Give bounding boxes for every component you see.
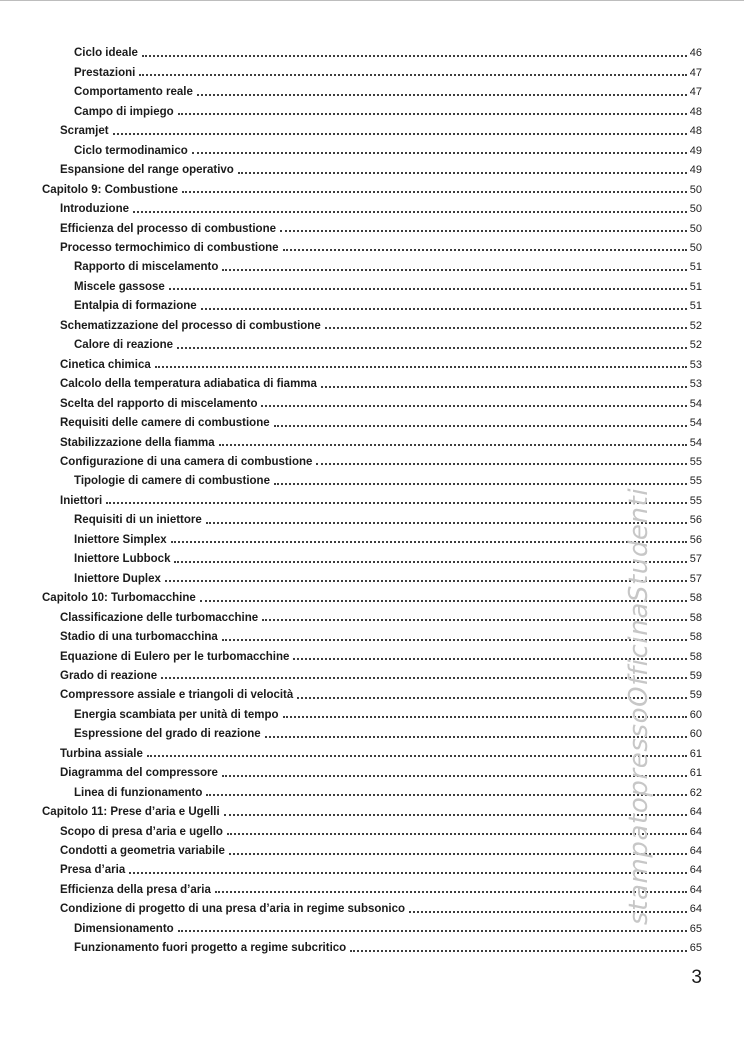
toc-entry-label: Stadio di una turbomacchina — [60, 631, 218, 644]
toc-entry[interactable] — [42, 158, 702, 177]
dot-leader — [178, 930, 687, 932]
toc-entry-label: Scramjet — [60, 125, 109, 138]
toc-entry-label: Prestazioni — [74, 66, 136, 79]
toc-entry[interactable] — [42, 352, 702, 371]
toc-entry-page: 47 — [689, 86, 702, 99]
toc-entry-label: Requisiti delle camere di combustione — [60, 417, 270, 430]
dot-leader — [142, 55, 687, 57]
dot-leader — [113, 133, 687, 135]
toc-entry-page: 59 — [689, 669, 702, 682]
dot-leader — [261, 405, 686, 407]
watermark-text: stampatopressoOfficinaStudenti — [624, 487, 654, 925]
toc-entry[interactable] — [42, 294, 702, 313]
dot-leader — [274, 425, 687, 427]
toc-entry[interactable] — [42, 177, 702, 196]
toc-entry[interactable] — [42, 819, 702, 838]
dot-leader — [274, 483, 687, 485]
toc-entry-page: 64 — [689, 864, 702, 877]
dot-leader — [227, 833, 687, 835]
toc-entry[interactable] — [42, 119, 702, 138]
toc-entry-label: Configurazione di una camera di combustione — [60, 455, 313, 468]
dot-leader — [219, 444, 687, 446]
toc-entry-page: 47 — [689, 66, 702, 79]
toc-entry[interactable] — [42, 936, 702, 955]
toc-entry-page: 58 — [689, 631, 702, 644]
toc-entry-label: Espansione del range operativo — [60, 164, 234, 177]
toc-entry-label: Compressore assiale e triangoli di velocità — [60, 689, 294, 702]
toc-entry-label: Cinetica chimica — [60, 358, 151, 371]
toc-entry-page: 51 — [689, 280, 702, 293]
dot-leader — [262, 619, 687, 621]
toc-entry-page: 50 — [689, 241, 702, 254]
toc-entry-page: 49 — [689, 144, 702, 157]
dot-leader — [174, 561, 686, 563]
toc-entry[interactable] — [42, 391, 702, 410]
toc-entry-page: 55 — [689, 494, 702, 507]
toc-entry-label: Rapporto di miscelamento — [74, 261, 219, 274]
toc-entry-page: 64 — [689, 806, 702, 819]
toc-entry-label: Condizione di progetto di una presa d’aria in regime subsonico — [60, 903, 406, 916]
toc-entry-label: Dimensionamento — [74, 922, 174, 935]
toc-entry-page: 56 — [689, 514, 702, 527]
toc-entry[interactable] — [42, 99, 702, 118]
toc-entry[interactable] — [42, 683, 702, 702]
toc-entry-page: 58 — [689, 611, 702, 624]
toc-entry-label: Classificazione delle turbomacchine — [60, 611, 259, 624]
toc-entry[interactable] — [42, 138, 702, 157]
toc-entry[interactable] — [42, 450, 702, 469]
toc-entry[interactable] — [42, 800, 702, 819]
dot-leader — [215, 891, 687, 893]
toc-entry[interactable] — [42, 664, 702, 683]
toc-entry-page: 51 — [689, 300, 702, 313]
toc-entry[interactable] — [42, 644, 702, 663]
dot-leader — [238, 172, 687, 174]
toc-entry-label: Capitolo 11: Prese d’aria e Ugelli — [42, 806, 220, 819]
toc-entry-label: Espressione del grado di reazione — [74, 728, 261, 741]
toc-entry-label: Requisiti di un iniettore — [74, 514, 202, 527]
dot-leader — [192, 152, 687, 154]
dot-leader — [161, 677, 687, 679]
toc-entry-page: 64 — [689, 825, 702, 838]
toc-entry[interactable] — [42, 216, 702, 235]
toc-entry-page: 50 — [689, 222, 702, 235]
toc-entry-page: 64 — [689, 845, 702, 858]
toc-entry-label: Campo di impiego — [74, 105, 174, 118]
toc-entry[interactable] — [42, 333, 702, 352]
dot-leader — [350, 950, 687, 952]
dot-leader — [316, 463, 686, 465]
toc-entry-page: 54 — [689, 397, 702, 410]
dot-leader — [106, 502, 687, 504]
dot-leader — [147, 755, 687, 757]
toc-entry[interactable] — [42, 80, 702, 99]
toc-entry[interactable] — [42, 527, 702, 546]
toc-entry[interactable] — [42, 547, 702, 566]
toc-entry-page: 55 — [689, 455, 702, 468]
toc-entry-page: 49 — [689, 164, 702, 177]
dot-leader — [200, 600, 687, 602]
toc-entry-label: Iniettore Simplex — [74, 533, 167, 546]
toc-entry-label: Introduzione — [60, 203, 129, 216]
toc-entry-label: Grado di reazione — [60, 669, 158, 682]
toc-entry-page: 60 — [689, 728, 702, 741]
toc-entry[interactable] — [42, 274, 702, 293]
toc-entry-page: 48 — [689, 105, 702, 118]
dot-leader — [178, 113, 687, 115]
dot-leader — [409, 911, 687, 913]
toc-entry-label: Turbina assiale — [60, 747, 143, 760]
dot-leader — [297, 697, 686, 699]
toc-entry-page: 50 — [689, 183, 702, 196]
toc-entry-label: Linea di funzionamento — [74, 786, 203, 799]
dot-leader — [293, 658, 686, 660]
dot-leader — [139, 74, 686, 76]
toc-entry-page: 54 — [689, 417, 702, 430]
toc-entry[interactable] — [42, 741, 702, 760]
dot-leader — [197, 94, 687, 96]
toc-entry[interactable] — [42, 780, 702, 799]
toc-entry[interactable] — [42, 586, 702, 605]
toc-entry[interactable] — [42, 605, 702, 624]
table-of-contents — [42, 41, 702, 955]
toc-entry-page: 48 — [689, 125, 702, 138]
toc-entry[interactable] — [42, 411, 702, 430]
toc-entry[interactable] — [42, 566, 702, 585]
toc-entry-label: Ciclo ideale — [74, 47, 138, 60]
toc-entry-label: Iniettori — [60, 494, 103, 507]
dot-leader — [283, 716, 687, 718]
toc-entry-label: Comportamento reale — [74, 86, 193, 99]
toc-entry-label: Iniettore Duplex — [74, 572, 161, 585]
toc-entry-page: 57 — [689, 553, 702, 566]
toc-entry-label: Tipologie di camere di combustione — [74, 475, 270, 488]
toc-entry-label: Processo termochimico di combustione — [60, 241, 279, 254]
dot-leader — [224, 814, 687, 816]
toc-entry-page: 65 — [689, 942, 702, 955]
toc-entry[interactable] — [42, 702, 702, 721]
dot-leader — [129, 872, 687, 874]
toc-entry-label: Equazione di Eulero per le turbomacchine — [60, 650, 290, 663]
dot-leader — [201, 308, 687, 310]
toc-entry-page: 50 — [689, 203, 702, 216]
toc-entry-page: 58 — [689, 592, 702, 605]
page-number: 3 — [691, 967, 702, 988]
toc-entry[interactable] — [42, 877, 702, 896]
toc-entry-page: 61 — [689, 747, 702, 760]
toc-entry-label: Capitolo 9: Combustione — [42, 183, 179, 196]
toc-entry-page: 53 — [689, 378, 702, 391]
toc-entry-label: Iniettore Lubbock — [74, 553, 171, 566]
dot-leader — [206, 794, 686, 796]
toc-entry[interactable] — [42, 488, 702, 507]
toc-entry[interactable] — [42, 839, 702, 858]
dot-leader — [222, 775, 687, 777]
toc-entry-label: Calcolo della temperatura adiabatica di fiamma — [60, 378, 317, 391]
dot-leader — [222, 269, 686, 271]
toc-entry[interactable] — [42, 430, 702, 449]
toc-entry-page: 51 — [689, 261, 702, 274]
toc-entry[interactable] — [42, 469, 702, 488]
toc-entry-label: Energia scambiata per unità di tempo — [74, 708, 279, 721]
dot-leader — [280, 230, 687, 232]
toc-entry-label: Diagramma del compressore — [60, 767, 218, 780]
dot-leader — [165, 580, 687, 582]
toc-entry-page: 55 — [689, 475, 702, 488]
toc-entry-label: Funzionamento fuori progetto a regime subcritico — [74, 942, 347, 955]
toc-entry[interactable] — [42, 508, 702, 527]
toc-entry[interactable] — [42, 722, 702, 741]
toc-entry-label: Scopo di presa d’aria e ugello — [60, 825, 223, 838]
dot-leader — [229, 853, 687, 855]
toc-entry-page: 64 — [689, 903, 702, 916]
toc-entry-page: 60 — [689, 708, 702, 721]
toc-entry-label: Calore di reazione — [74, 339, 174, 352]
dot-leader — [133, 211, 687, 213]
toc-entry-page: 62 — [689, 786, 702, 799]
dot-leader — [177, 347, 687, 349]
toc-entry-page: 59 — [689, 689, 702, 702]
toc-entry-page: 53 — [689, 358, 702, 371]
dot-leader — [182, 191, 687, 193]
toc-entry-page: 65 — [689, 922, 702, 935]
toc-entry[interactable] — [42, 625, 702, 644]
toc-entry-page: 52 — [689, 319, 702, 332]
toc-entry-label: Presa d’aria — [60, 864, 126, 877]
toc-entry-label: Scelta del rapporto di miscelamento — [60, 397, 258, 410]
toc-entry-label: Entalpia di formazione — [74, 300, 197, 313]
toc-entry-label: Efficienza della presa d’aria — [60, 883, 211, 896]
dot-leader — [325, 327, 687, 329]
toc-entry[interactable] — [42, 236, 702, 255]
toc-entry[interactable] — [42, 858, 702, 877]
toc-entry[interactable] — [42, 197, 702, 216]
toc-entry-page: 54 — [689, 436, 702, 449]
dot-leader — [155, 366, 687, 368]
toc-entry-page: 61 — [689, 767, 702, 780]
toc-entry-label: Ciclo termodinamico — [74, 144, 188, 157]
dot-leader — [283, 249, 687, 251]
toc-entry[interactable] — [42, 372, 702, 391]
dot-leader — [222, 639, 687, 641]
toc-entry-page: 58 — [689, 650, 702, 663]
toc-entry-page: 52 — [689, 339, 702, 352]
toc-entry-label: Schematizzazione del processo di combustione — [60, 319, 321, 332]
toc-entry[interactable] — [42, 41, 702, 60]
toc-entry[interactable] — [42, 60, 702, 79]
toc-entry-page: 56 — [689, 533, 702, 546]
dot-leader — [321, 386, 687, 388]
toc-entry[interactable] — [42, 761, 702, 780]
dot-leader — [206, 522, 687, 524]
toc-entry-label: Efficienza del processo di combustione — [60, 222, 276, 235]
dot-leader — [265, 736, 687, 738]
dot-leader — [169, 288, 687, 290]
toc-entry[interactable] — [42, 916, 702, 935]
toc-entry[interactable] — [42, 255, 702, 274]
toc-entry-page: 46 — [689, 47, 702, 60]
toc-entry-label: Capitolo 10: Turbomacchine — [42, 592, 196, 605]
toc-entry-page: 57 — [689, 572, 702, 585]
toc-entry[interactable] — [42, 897, 702, 916]
dot-leader — [171, 541, 687, 543]
toc-entry-label: Miscele gassose — [74, 280, 165, 293]
toc-entry[interactable] — [42, 313, 702, 332]
toc-entry-label: Stabilizzazione della fiamma — [60, 436, 215, 449]
toc-entry-page: 64 — [689, 883, 702, 896]
toc-entry-label: Condotti a geometria variabile — [60, 845, 225, 858]
